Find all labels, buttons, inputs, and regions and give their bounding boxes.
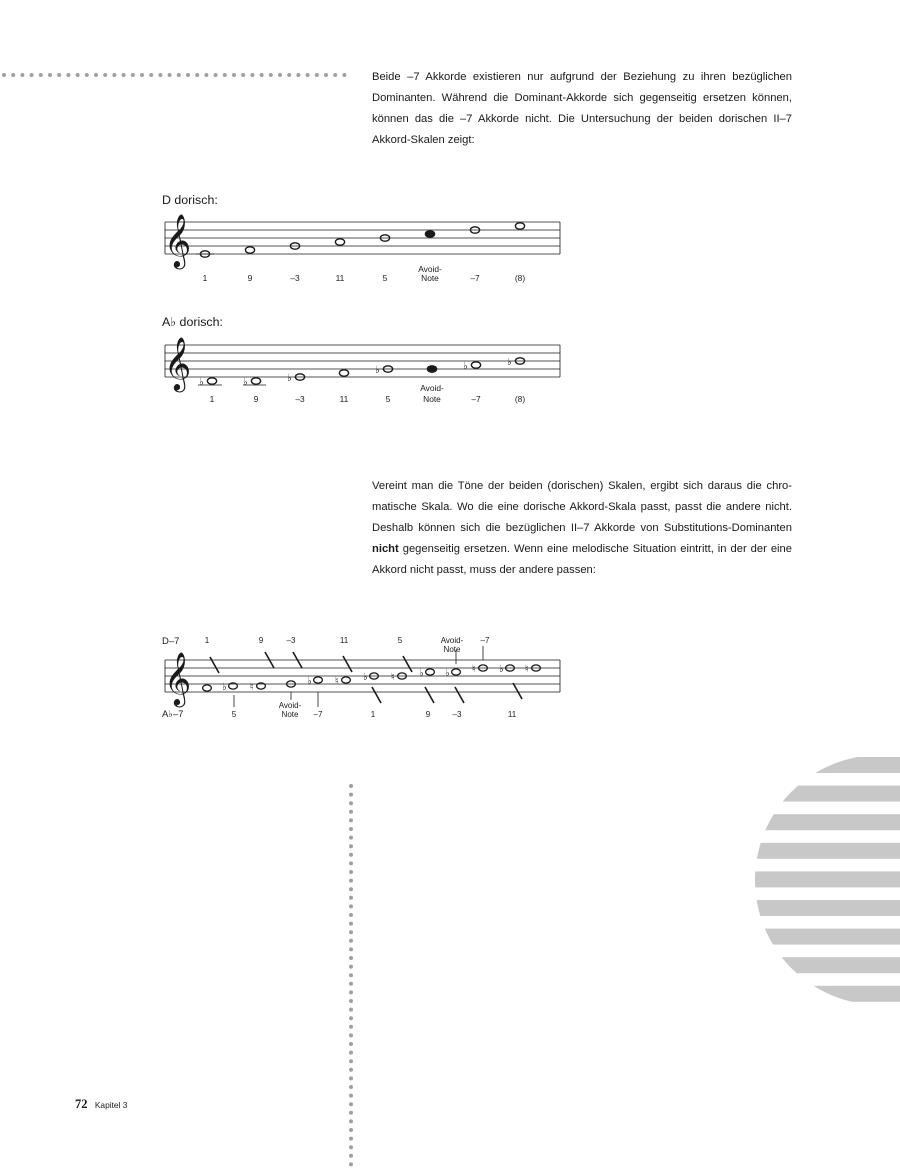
flat-sign: ♭ <box>287 373 292 384</box>
bottom-chord-label: A♭–7 <box>162 709 184 720</box>
dot <box>296 73 300 77</box>
treble-clef-1: 𝄞 <box>164 213 192 267</box>
degree-label: 11 <box>339 394 349 404</box>
natural-sign: ♮ <box>335 676 339 687</box>
dot <box>349 784 353 788</box>
dot <box>250 73 254 77</box>
dot <box>349 1068 353 1072</box>
stripe <box>740 900 900 916</box>
flat-sign: ♭ <box>375 365 380 376</box>
degree-label: Note <box>423 394 441 404</box>
dot <box>349 1085 353 1089</box>
dot <box>349 990 353 994</box>
striped-circle-decoration <box>740 757 900 1002</box>
chapter-label: Kapitel 3 <box>94 1100 128 1110</box>
dot <box>232 73 236 77</box>
flat-sign: ♭ <box>363 672 368 683</box>
degree-label: Avoid- <box>420 383 444 393</box>
flat-sign: ♭ <box>243 377 248 388</box>
flat-sign: ♭ <box>199 377 204 388</box>
dot <box>349 913 353 917</box>
degree-label: Note <box>281 710 299 719</box>
stripe <box>740 929 900 945</box>
degree-label: 9 <box>258 636 264 645</box>
degree-label: –7 <box>471 394 481 404</box>
degree-label: –7 <box>470 273 480 283</box>
dot <box>349 887 353 891</box>
dot <box>349 1111 353 1115</box>
dot <box>306 73 310 77</box>
dot <box>260 73 264 77</box>
natural-sign: ♮ <box>250 682 254 693</box>
stripe <box>740 843 900 859</box>
degree-label: 11 <box>335 273 345 283</box>
page-footer <box>75 1097 127 1112</box>
degree-label: –3 <box>295 394 305 404</box>
dot <box>349 879 353 883</box>
ab-dorian-label: A♭ dorisch: <box>162 315 223 329</box>
dot <box>349 1162 353 1166</box>
chromatic-paragraph <box>372 476 792 581</box>
dot <box>349 930 353 934</box>
flat-sign: ♭ <box>507 357 512 368</box>
dot <box>349 870 353 874</box>
dot <box>349 956 353 960</box>
degree-label: (8) <box>514 394 526 404</box>
degree-label: 5 <box>397 636 403 645</box>
dot <box>349 982 353 986</box>
dot <box>57 73 61 77</box>
dot <box>349 904 353 908</box>
degree-label: –7 <box>480 636 490 645</box>
dot <box>349 827 353 831</box>
dot <box>20 73 24 77</box>
degree-label: Avoid- <box>278 701 302 710</box>
dot <box>349 1094 353 1098</box>
flat-sign: ♭ <box>222 682 227 693</box>
dot <box>349 1033 353 1037</box>
dot <box>30 73 34 77</box>
dotted-rule-horizontal <box>2 73 346 77</box>
degree-label: 5 <box>382 273 388 283</box>
dot <box>122 73 126 77</box>
degree-label: 1 <box>202 273 208 283</box>
dot <box>204 73 208 77</box>
top-chord-label: D–7 <box>162 636 180 647</box>
dot <box>11 73 15 77</box>
degree-label: 5 <box>231 710 237 719</box>
dot <box>349 965 353 969</box>
dot <box>349 810 353 814</box>
dot <box>349 999 353 1003</box>
dot <box>168 73 172 77</box>
dot <box>287 73 291 77</box>
stripe <box>740 986 900 1002</box>
dot <box>349 801 353 805</box>
degree-label: Avoid- <box>418 264 442 274</box>
treble-clef-3: 𝄞 <box>164 651 192 705</box>
dot <box>349 1137 353 1141</box>
degree-label: –3 <box>452 710 462 719</box>
para2-text-b: gegenseitig ersetzen. Wenn eine melodische Situation eintritt, in der der eine Akkord nicht passt, muss der andere passen: <box>372 543 792 576</box>
stripe <box>740 757 900 773</box>
dot <box>149 73 153 77</box>
degree-label: 1 <box>204 636 210 645</box>
d-dorian-label: D dorisch: <box>162 193 218 207</box>
dot <box>158 73 162 77</box>
dot <box>349 1145 353 1149</box>
dot <box>2 73 6 77</box>
stripe <box>740 786 900 802</box>
degree-label: Avoid- <box>440 636 464 645</box>
stripe <box>740 814 900 830</box>
dot <box>349 1008 353 1012</box>
dot <box>349 1154 353 1158</box>
degree-label: 11 <box>507 710 517 719</box>
dot <box>349 922 353 926</box>
dot <box>39 73 43 77</box>
natural-sign: ♮ <box>391 672 395 683</box>
dot <box>223 73 227 77</box>
flat-sign: ♭ <box>445 668 450 679</box>
dot <box>349 1102 353 1106</box>
degree-label: Note <box>421 273 439 283</box>
dot <box>324 73 328 77</box>
dot <box>140 73 144 77</box>
treble-clef-2: 𝄞 <box>164 336 192 390</box>
dot <box>349 1051 353 1055</box>
degree-label: 5 <box>385 394 391 404</box>
dot <box>177 73 181 77</box>
dot <box>349 947 353 951</box>
degree-label: 1 <box>370 710 376 719</box>
degree-label: –7 <box>313 710 323 719</box>
para2-text-a: Vereint man die Töne der beiden (dorischen) Skalen, ergibt sich daraus die chromatische Skala. Wo die eine dorische Akkord-Skala passt, passt die andere nicht. Deshalb können sich die bezüglichen II–7 Akkorde von Substitutions-Dominanten <box>372 480 792 534</box>
degree-label: –3 <box>286 636 296 645</box>
dot <box>131 73 135 77</box>
dot <box>349 818 353 822</box>
dot <box>349 793 353 797</box>
natural-sign: ♮ <box>525 664 529 675</box>
stripe <box>740 871 900 887</box>
dot <box>103 73 107 77</box>
dot <box>349 853 353 857</box>
page-number: 72 <box>75 1097 88 1111</box>
dot <box>349 1025 353 1029</box>
flat-sign: ♭ <box>307 676 312 687</box>
dot <box>349 1119 353 1123</box>
dot <box>349 973 353 977</box>
natural-sign: ♮ <box>472 664 476 675</box>
stripe <box>740 957 900 973</box>
dot <box>349 1128 353 1132</box>
dot <box>349 844 353 848</box>
dot <box>76 73 80 77</box>
degree-label: 9 <box>253 394 259 404</box>
degree-label: –3 <box>290 273 300 283</box>
degree-label: 9 <box>247 273 253 283</box>
dot <box>214 73 218 77</box>
dot <box>112 73 116 77</box>
dot <box>349 939 353 943</box>
degree-label: (8) <box>514 273 526 283</box>
dotted-rule-vertical <box>349 784 353 1166</box>
para2-bold: nicht <box>372 543 399 555</box>
dot <box>85 73 89 77</box>
flat-sign: ♭ <box>499 664 504 675</box>
dot <box>241 73 245 77</box>
dot <box>315 73 319 77</box>
dot <box>349 861 353 865</box>
dot <box>195 73 199 77</box>
dot <box>342 73 346 77</box>
dot <box>349 836 353 840</box>
dot <box>186 73 190 77</box>
dot <box>349 1042 353 1046</box>
dot <box>278 73 282 77</box>
degree-label: Note <box>443 645 461 654</box>
flat-sign: ♭ <box>463 361 468 372</box>
dot <box>333 73 337 77</box>
degree-label: 1 <box>209 394 215 404</box>
flat-sign: ♭ <box>419 668 424 679</box>
dot <box>349 1059 353 1063</box>
dot <box>349 1016 353 1020</box>
degree-label: 11 <box>339 636 349 645</box>
dot <box>48 73 52 77</box>
dot <box>349 1076 353 1080</box>
dot <box>269 73 273 77</box>
dot <box>66 73 70 77</box>
dot <box>349 896 353 900</box>
dot <box>94 73 98 77</box>
intro-paragraph: Beide –7 Akkorde existieren nur aufgrund der Beziehung zu ihren bezüglichen Dominanten. Während die Dominant-Akkorde sich gegenseitig ersetzen können, können das die –7 Akkorde nicht. Die Untersuchung der beiden dorischen II–7 Akkord-Skalen zeigt: <box>372 71 792 146</box>
degree-label: 9 <box>425 710 431 719</box>
